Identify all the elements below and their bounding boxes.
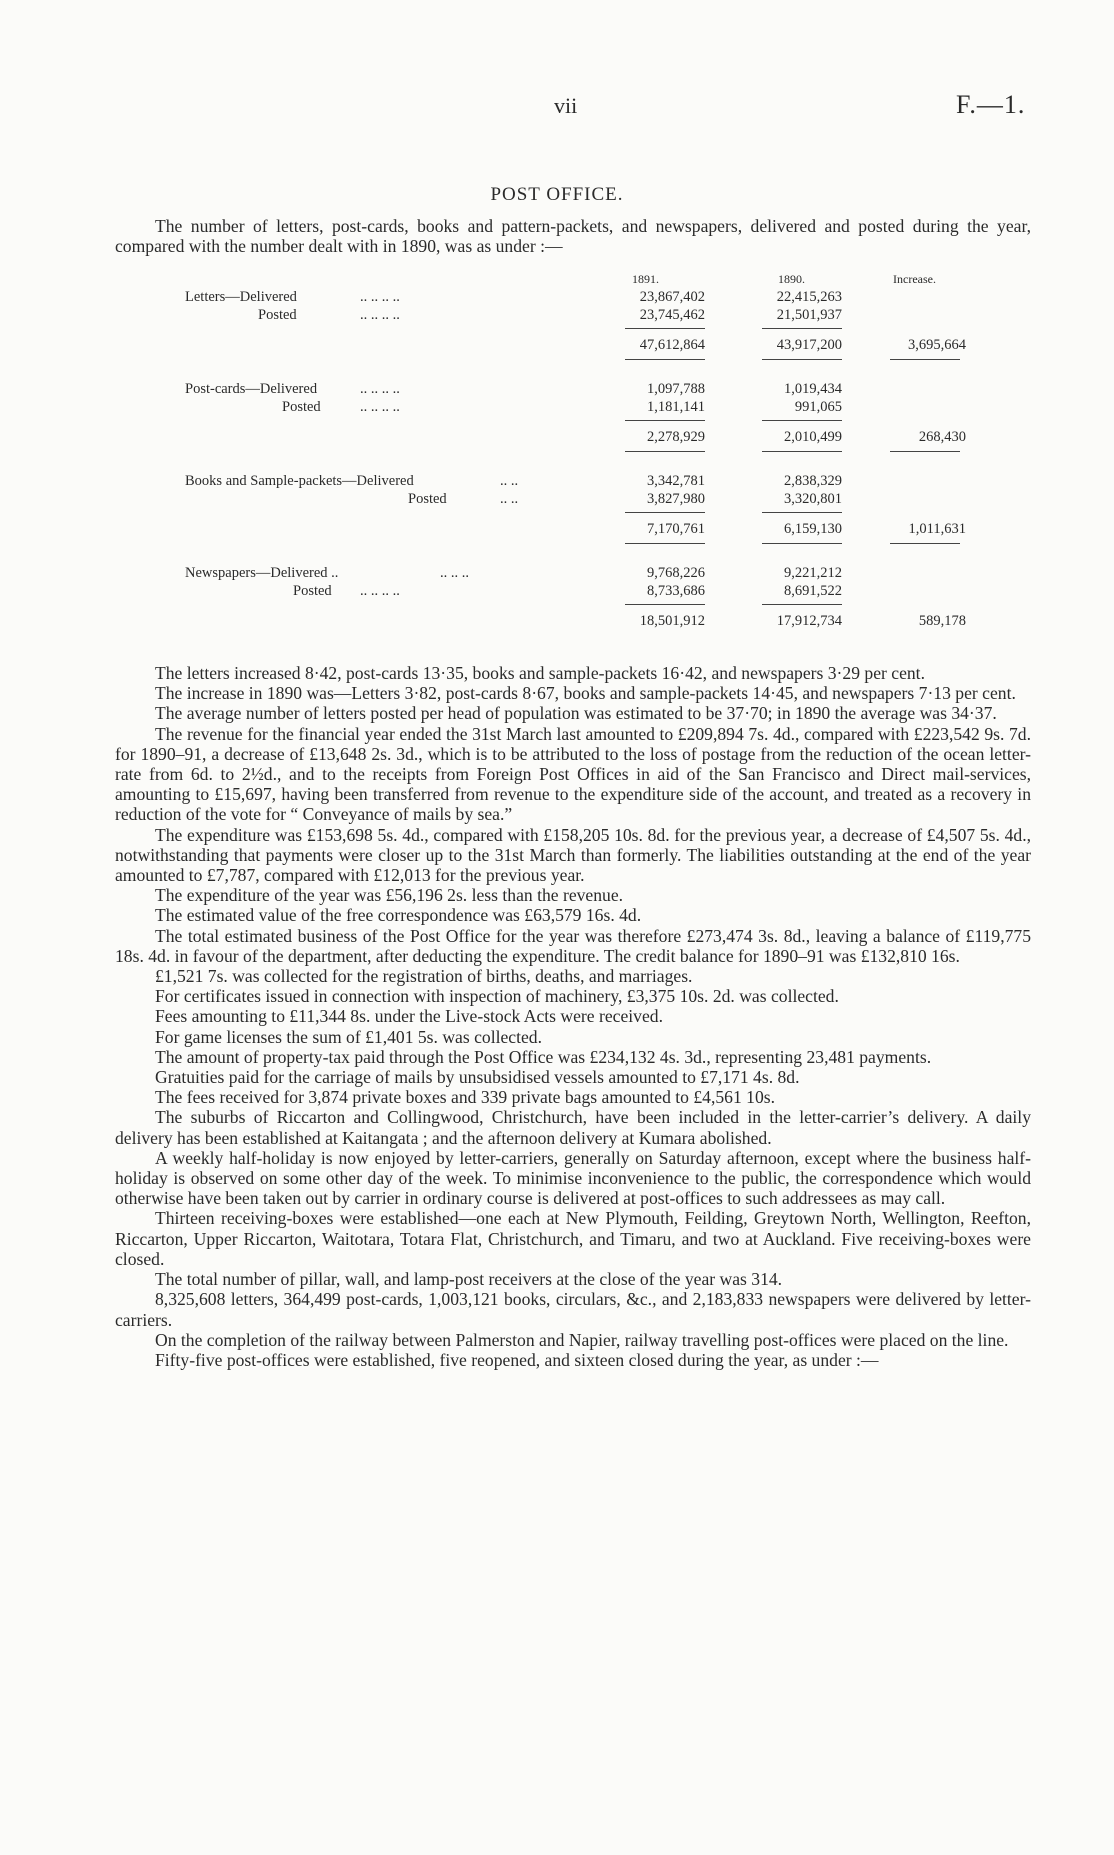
leader-dots: .. .. .. [440, 565, 469, 581]
total-1891: 7,170,761 [647, 521, 705, 537]
row-label: Letters—Delivered [185, 289, 297, 305]
value-1891: 9,768,226 [647, 565, 705, 581]
increase-value: 3,695,664 [908, 337, 966, 353]
body-paragraph: Thirteen receiving-boxes were established—one each at New Plymouth, Feilding, Greytown North, Wellington, Reefton, Riccarton, Upper Riccarton, Waitotara, Totara Flat, Christchurch, and Timaru, and two at Auckland. Five receiving-boxes were closed. [115, 1208, 1031, 1269]
body-paragraph: Gratuities paid for the carriage of mails by unsubsidised vessels amounted to £7,171 4s. 8d. [155, 1067, 800, 1088]
total-1891: 2,278,929 [647, 429, 705, 445]
underline-rule [762, 359, 842, 360]
body-paragraph: The expenditure of the year was £56,196 2s. less than the revenue. [155, 885, 624, 906]
leader-dots: .. .. [500, 473, 519, 489]
value-1891: 8,733,686 [647, 583, 705, 599]
body-paragraph: The expenditure was £153,698 5s. 4d., compared with £158,205 10s. 8d. for the previous year, a decrease of £4,507 5s. 4d., notwithstanding that payments were closer up to the 31st March than formerly. The liabilities outstanding at the end of the year amounted to £7,787, compared with £12,013 for the previous year. [115, 824, 1031, 886]
body-paragraph: The increase in 1890 was—Letters 3·82, post-cards 8·67, books and sample-packets 14·45, and newspapers 7·13 per cent. [155, 683, 1016, 704]
leader-dots: .. .. .. .. [360, 583, 400, 599]
sum-rule [762, 328, 842, 329]
row-label: Posted [282, 399, 321, 415]
body-paragraph: The fees received for 3,874 private boxes and 339 private bags amounted to £4,561 10s. [155, 1087, 775, 1108]
underline-rule [625, 451, 705, 452]
intro-paragraph: The number of letters, post-cards, books and pattern-packets, and newspapers, delivered and posted during the year, compared with the number dealt with in 1890, was as under :— [115, 216, 1031, 256]
total-1890: 2,010,499 [784, 429, 842, 445]
body-paragraph: £1,521 7s. was collected for the registration of births, deaths, and marriages. [155, 966, 693, 987]
value-1890: 9,221,212 [784, 565, 842, 581]
body-paragraph: Fees amounting to £11,344 8s. under the Live-stock Acts were received. [155, 1006, 663, 1027]
body-paragraph: The amount of property-tax paid through the Post Office was £234,132 4s. 3d., representing 23,481 payments. [155, 1046, 932, 1067]
body-paragraph: Fifty-five post-offices were established, five reopened, and sixteen closed during the year, as under :— [155, 1349, 879, 1370]
body-paragraph: For game licenses the sum of £1,401 5s. was collected. [155, 1026, 542, 1047]
column-header-1890: 1890. [778, 272, 805, 286]
increase-value: 589,178 [918, 613, 966, 629]
value-1891: 23,745,462 [639, 307, 705, 323]
sum-rule [625, 328, 705, 329]
value-1890: 991,065 [794, 399, 842, 415]
value-1890: 2,838,329 [784, 473, 842, 489]
sum-rule [762, 604, 842, 605]
total-1890: 6,159,130 [784, 521, 842, 537]
sum-rule [762, 420, 842, 421]
value-1891: 23,867,402 [639, 289, 705, 305]
increase-value: 268,430 [918, 429, 966, 445]
sum-rule [762, 512, 842, 513]
body-paragraph: On the completion of the railway between Palmerston and Napier, railway travelling post-offices were placed on the line. [155, 1329, 1009, 1350]
page-number: vii [554, 93, 578, 118]
increase-value: 1,011,631 [908, 521, 966, 537]
body-paragraph: 8,325,608 letters, 364,499 post-cards, 1,003,121 books, circulars, &c., and 2,183,833 newspapers were delivered by letter-carriers. [115, 1289, 1031, 1330]
underline-rule [890, 543, 960, 544]
leader-dots: .. .. .. .. [360, 399, 400, 415]
sum-rule [625, 604, 705, 605]
row-label: Posted [408, 491, 447, 507]
value-1890: 21,501,937 [776, 307, 842, 323]
value-1891: 1,097,788 [647, 381, 705, 397]
leader-dots: .. .. .. .. [360, 381, 400, 397]
section-code: F.—1. [956, 90, 1026, 119]
row-label: Post-cards—Delivered [185, 381, 318, 397]
value-1891: 1,181,141 [647, 399, 705, 415]
sum-rule [625, 420, 705, 421]
underline-rule [625, 359, 705, 360]
underline-rule [890, 359, 960, 360]
page-title: POST OFFICE. [490, 184, 624, 205]
underline-rule [762, 543, 842, 544]
value-1890: 22,415,263 [776, 289, 842, 305]
leader-dots: .. .. [500, 491, 519, 507]
body-paragraph: The suburbs of Riccarton and Collingwood, Christchurch, have been included in the letter-carrier’s delivery. A daily delivery has been established at Kaitangata ; and the afternoon delivery at Kumara abolished. [115, 1107, 1031, 1148]
total-1890: 43,917,200 [776, 337, 842, 353]
leader-dots: .. .. .. .. [360, 307, 400, 323]
value-1891: 3,827,980 [647, 491, 705, 507]
value-1890: 1,019,434 [784, 381, 842, 397]
body-text [115, 663, 1031, 1370]
body-paragraph: A weekly half-holiday is now enjoyed by letter-carriers, generally on Saturday afternoon, except where the business half-holiday is observed on some other day of the week. To minimise inconvenience to the public, the correspondence which would otherwise have been taken out by carrier in ordinary course is delivered at post-offices to such addressees as may call. [115, 1147, 1031, 1209]
leader-dots: .. .. .. .. [360, 289, 400, 305]
total-1891: 18,501,912 [639, 613, 705, 629]
body-paragraph: The average number of letters posted per head of population was estimated to be 37·70; in 1890 the average was 34·37. [155, 703, 997, 724]
sum-rule [625, 512, 705, 513]
row-label: Posted [293, 583, 332, 599]
body-paragraph: The estimated value of the free correspondence was £63,579 16s. 4d. [155, 905, 642, 926]
value-1891: 3,342,781 [647, 473, 705, 489]
body-paragraph: The letters increased 8·42, post-cards 13·35, books and sample-packets 16·42, and newspapers 3·29 per cent. [155, 663, 925, 683]
column-header-1891: 1891. [632, 272, 659, 286]
total-1891: 47,612,864 [639, 337, 705, 353]
body-paragraph: For certificates issued in connection with inspection of machinery, £3,375 10s. 2d. was collected. [155, 986, 839, 1007]
column-header-increase: Increase. [893, 272, 936, 286]
row-label: Books and Sample-packets—Delivered [185, 473, 414, 489]
body-paragraph: The revenue for the financial year ended the 31st March last amounted to £209,894 7s. 4d., compared with £223,542 9s. 7d. for 1890–91, a decrease of £13,648 2s. 3d., which is to be attributed to the loss of postage from the reduction of the ocean letter-rate from 6d. to 2½d., and to the receipts from Foreign Post Offices in aid of the San Francisco and Direct mail-services, amounting to £15,697, having been transferred from revenue to the expenditure side of the account, and treated as a recovery in reduction of the vote for “ Conveyance of mails by sea.” [115, 723, 1031, 825]
body-paragraph: The total number of pillar, wall, and lamp-post receivers at the close of the year was 314. [155, 1269, 783, 1290]
value-1890: 3,320,801 [784, 491, 842, 507]
underline-rule [890, 451, 960, 452]
total-1890: 17,912,734 [776, 613, 842, 629]
row-label: Posted [258, 307, 297, 323]
row-label: Newspapers—Delivered .. [185, 565, 339, 581]
underline-rule [762, 451, 842, 452]
body-paragraph: The total estimated business of the Post Office for the year was therefore £273,474 3s. 8d., leaving a balance of £119,775 18s. 4d. in favour of the department, after deducting the expenditure. The credit balance for 1890–91 was £132,810 16s. [115, 925, 1031, 966]
value-1890: 8,691,522 [784, 583, 842, 599]
underline-rule [625, 543, 705, 544]
